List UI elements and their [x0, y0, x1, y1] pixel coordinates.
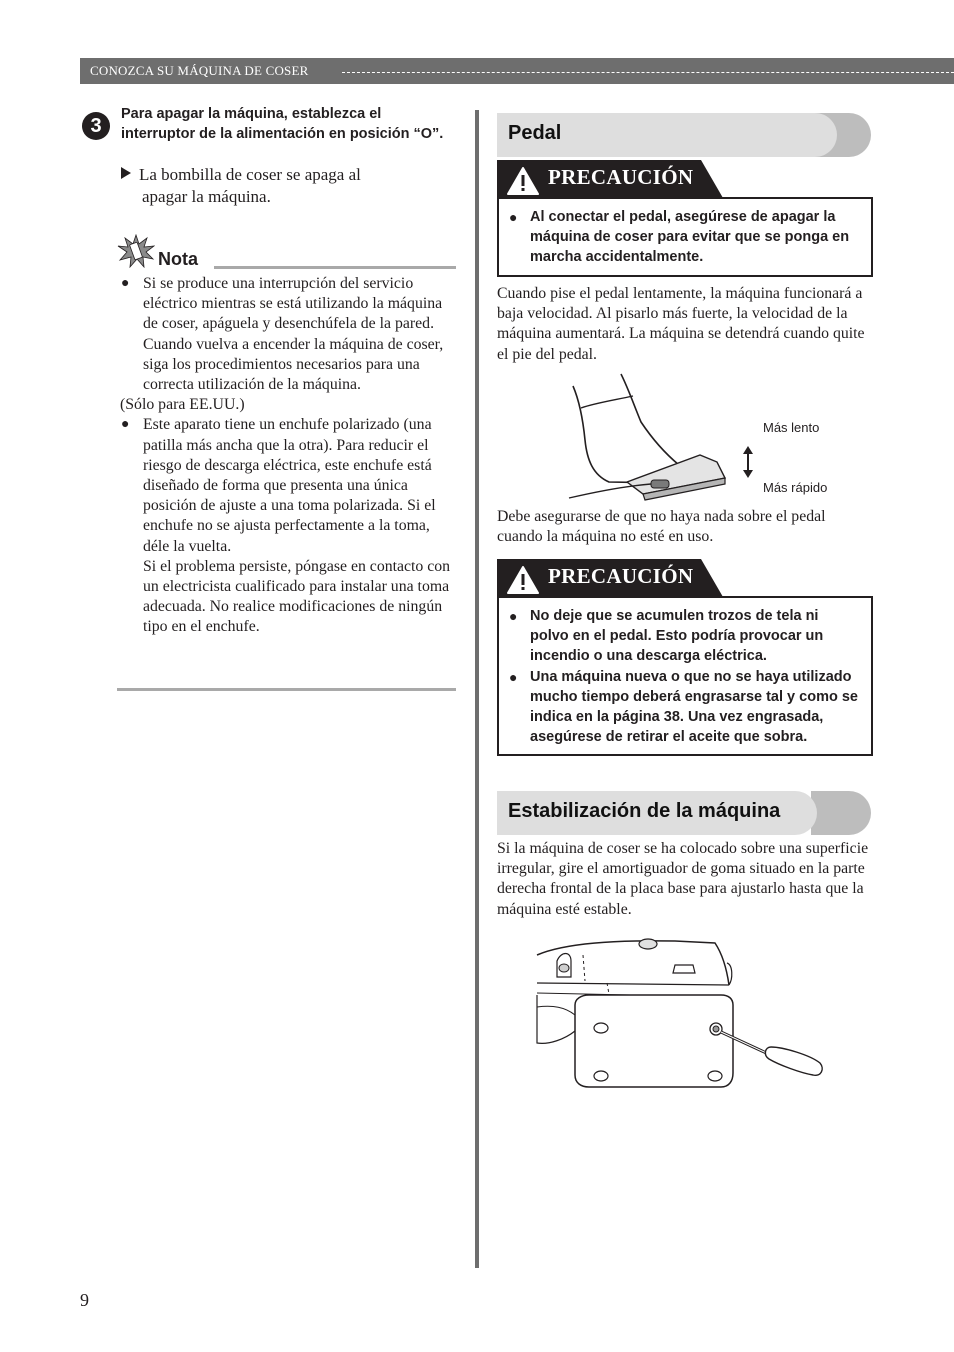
section-header-title: CONOZCA SU MÁQUINA DE COSER	[90, 63, 309, 78]
stabilization-heading-title: Estabilización de la máquina	[508, 800, 781, 822]
caution-2-item-1: ● No deje que se acumulen trozos de tela ni polvo en el pedal. Esto podría provocar un incendio o una descarga eléctrica.	[499, 606, 861, 667]
note-top-rule	[214, 266, 456, 269]
stabilization-paragraph: Si la máquina de coser se ha colocado sobre una superficie irregular, gire el amortiguador de goma situado en la parte derecha frontal de la placa base para ajustarlo hasta que la máquina esté estable.	[497, 840, 869, 918]
step-number-badge: 3	[82, 112, 110, 140]
page-number: 9	[80, 1290, 89, 1310]
result-arrow-icon	[121, 167, 131, 179]
note-bottom-rule	[117, 688, 456, 691]
step-result	[121, 164, 451, 208]
caution-2-item-2: ● Una máquina nueva o que no se haya utilizado mucho tiempo deberá engrasarse tal y como se indica en la página 38. Una vez engrasada, asegúrese de retirar el aceite que sobra.	[499, 667, 861, 748]
stabilization-section-heading	[497, 791, 871, 835]
machine-base-illustration	[535, 935, 825, 1093]
caution-label-2: PRECAUCIÓN	[548, 564, 694, 588]
caution-tab-1	[497, 160, 723, 198]
pedal-paragraph-2: Debe asegurarse de que no haya nada sobre el pedal cuando la máquina no esté en uso.	[497, 508, 826, 546]
caution-box-2	[497, 596, 873, 756]
label-faster: Más rápido	[763, 480, 828, 495]
note-icon	[117, 234, 155, 268]
step-result-line2: apagar la máquina.	[142, 187, 271, 206]
caution-tab-2	[497, 559, 723, 597]
step-title: Para apagar la máquina, establezca el interruptor de la alimentación en posición “O”.	[121, 106, 444, 142]
label-slower: Más lento	[763, 420, 820, 435]
heading-cap	[811, 791, 871, 835]
caution-label-1: PRECAUCIÓN	[548, 165, 694, 189]
step-result-line1: La bombilla de coser se apaga al	[139, 165, 361, 184]
section-header-bar	[80, 58, 954, 84]
note-bullet-2-cont: Si el problema persiste, póngase en contacto con un electricista cualificado para instalar una toma adecuada. No realice modificaciones de ningún tipo en el enchufe.	[143, 557, 451, 636]
pedal-section-heading	[497, 113, 871, 157]
note-region: (Sólo para EE.UU.)	[120, 396, 245, 414]
header-dashed-line	[342, 72, 954, 73]
column-divider	[475, 110, 479, 1268]
caution-1-item: ● Al conectar el pedal, asegúrese de apagar la máquina de coser para evitar que se ponga en marcha accidentalmente.	[499, 207, 861, 268]
note-bullet-1: ● Si se produce una interrupción del servicio eléctrico mientras se está utilizando la máquina de coser, apáguela y desenchúfela de la pared. Cuando vuelva a encender la máquina de coser, siga los procedimientos necesarios para una correcta utilización de la máquina.	[120, 274, 460, 395]
pedal-heading-title: Pedal	[508, 122, 562, 144]
note-body	[120, 274, 460, 638]
caution-box-1	[497, 197, 873, 277]
note-bullet-2: ● Este aparato tiene un enchufe polarizado (una patilla más ancha que la otra). Para reducir el riesgo de descarga eléctrica, este enchufe está diseñado de forma que presenta una única posición de ajuste a una toma polarizada. Si el enchufe no se ajusta perfectamente a la toma, déle la vuelta.	[120, 415, 460, 556]
pedal-paragraph-1: Cuando pise el pedal lentamente, la máquina funcionará a baja velocidad. Al pisarlo más fuerte, la velocidad de la máquina aumentará. La máquina se detendrá cuando quite el pie del pedal.	[497, 285, 865, 363]
note-label: Nota	[158, 249, 198, 269]
